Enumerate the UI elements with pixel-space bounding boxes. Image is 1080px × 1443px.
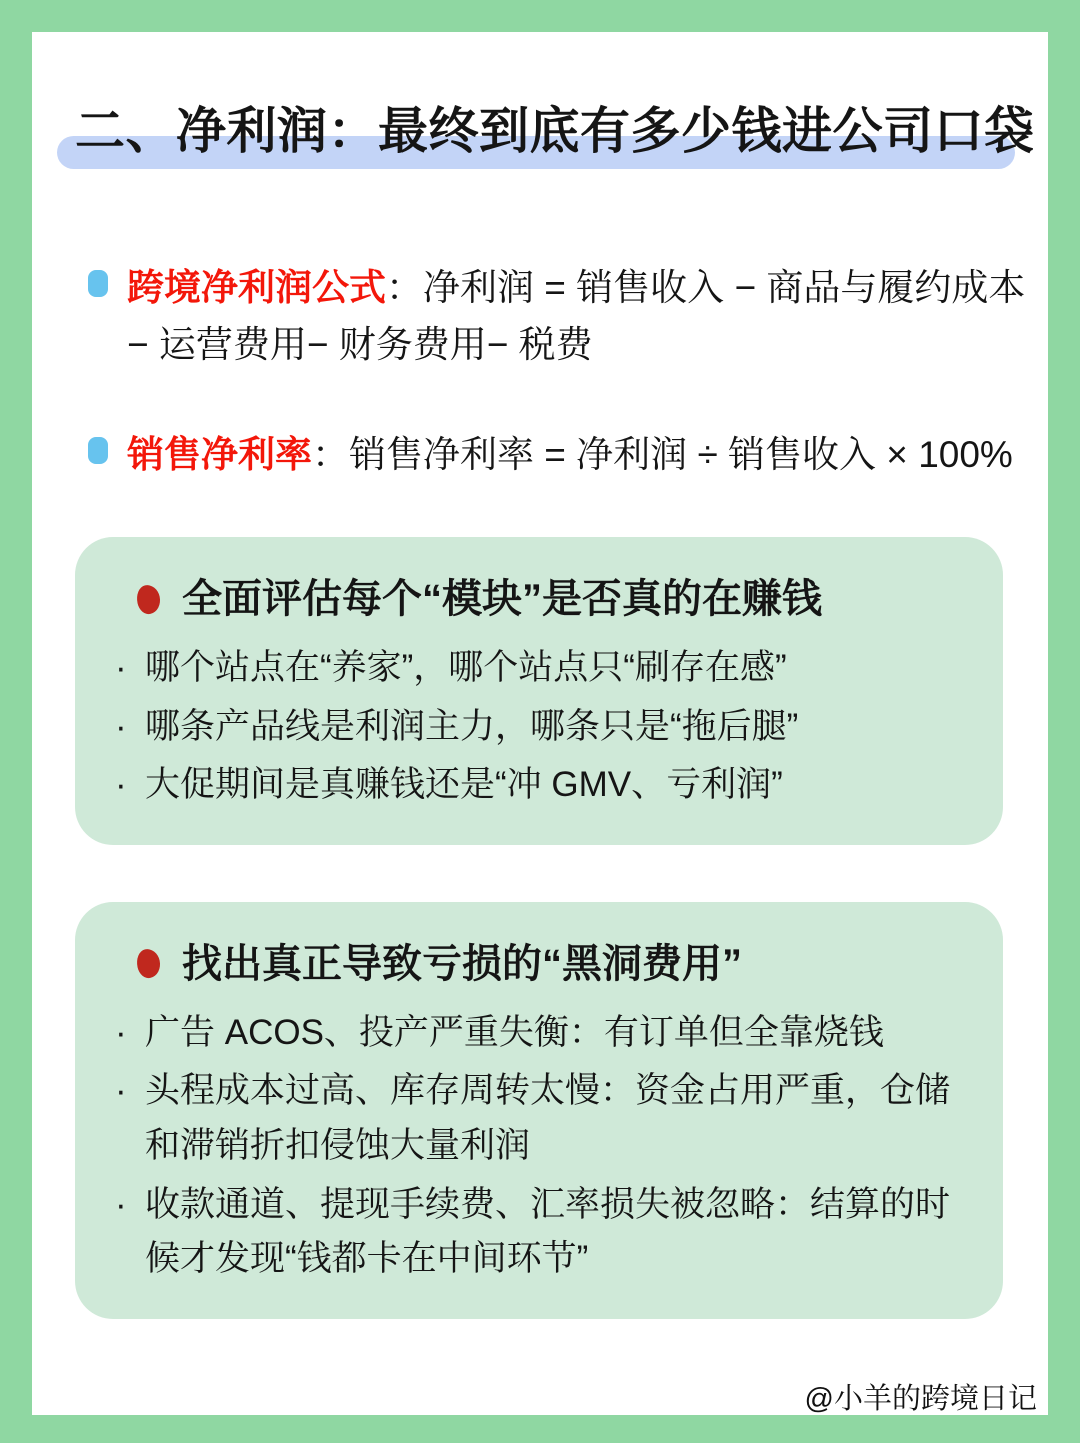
box-header bbox=[137, 573, 981, 625]
net-margin-formula-text bbox=[127, 426, 1032, 483]
list-item bbox=[113, 1006, 981, 1061]
net-margin-formula-row bbox=[75, 426, 1048, 483]
content-card bbox=[32, 32, 1048, 1415]
formula-body: ：销售净利率 = 净利润 ÷ 销售收入 × 100% bbox=[312, 433, 1013, 475]
net-profit-formula-row bbox=[75, 259, 1048, 374]
net-profit-formula-text bbox=[127, 259, 1032, 374]
bullet-dot: · bbox=[115, 765, 127, 805]
list-item-text: 广告 ACOS、投产严重失衡：有订单但全靠烧钱 bbox=[145, 1012, 884, 1052]
bullet-dot: · bbox=[115, 1012, 127, 1052]
bullet-dot: · bbox=[115, 1184, 127, 1224]
list-item-text: 哪条产品线是利润主力，哪条只是“拖后腿” bbox=[145, 706, 799, 746]
formula-body: ：净利润 = 销售收入 − 商品与履约成本 − 运营费用− 财务费用− 税费 bbox=[127, 267, 1026, 366]
formula-label: 销售净利率 bbox=[127, 433, 312, 475]
blackhole-cost-box bbox=[75, 902, 1003, 1319]
list-item bbox=[113, 700, 981, 755]
formula-section bbox=[75, 259, 1048, 483]
box-title: 找出真正导致亏损的“黑洞费用” bbox=[182, 941, 742, 986]
box-header bbox=[137, 938, 981, 990]
list-item-text: 大促期间是真赚钱还是“冲 GMV、亏利润” bbox=[145, 765, 783, 805]
red-dot-icon bbox=[134, 947, 163, 980]
list-item bbox=[113, 1064, 981, 1173]
author-watermark: @小羊的跨境日记 bbox=[804, 1383, 1037, 1415]
blue-square-bullet-icon bbox=[88, 437, 108, 464]
list-item bbox=[113, 641, 981, 696]
formula-label: 跨境净利润公式 bbox=[127, 267, 386, 308]
page-title bbox=[75, 105, 1033, 187]
list-item bbox=[113, 758, 981, 813]
list-item-text: 头程成本过高、库存周转太慢：资金占用严重，仓储和滞销折扣侵蚀大量利润 bbox=[145, 1071, 951, 1165]
list-item-text: 收款通道、提现手续费、汇率损失被忽略：结算的时候才发现“钱都卡在中间环节” bbox=[145, 1184, 951, 1279]
list-item bbox=[113, 1178, 981, 1287]
list-item-text: 哪个站点在“养家”，哪个站点只“刷存在感” bbox=[145, 648, 787, 688]
box-title: 全面评估每个“模块”是否真的在赚钱 bbox=[182, 577, 822, 622]
bullet-dot: · bbox=[115, 1071, 127, 1111]
page-title-text: 二、净利润：最终到底有多少钱进公司口袋 bbox=[75, 103, 1035, 159]
bullet-dot: · bbox=[115, 648, 127, 688]
bullet-dot: · bbox=[115, 706, 127, 746]
red-dot-icon bbox=[134, 582, 163, 615]
module-evaluation-box bbox=[75, 537, 1003, 845]
blue-square-bullet-icon bbox=[88, 270, 108, 297]
